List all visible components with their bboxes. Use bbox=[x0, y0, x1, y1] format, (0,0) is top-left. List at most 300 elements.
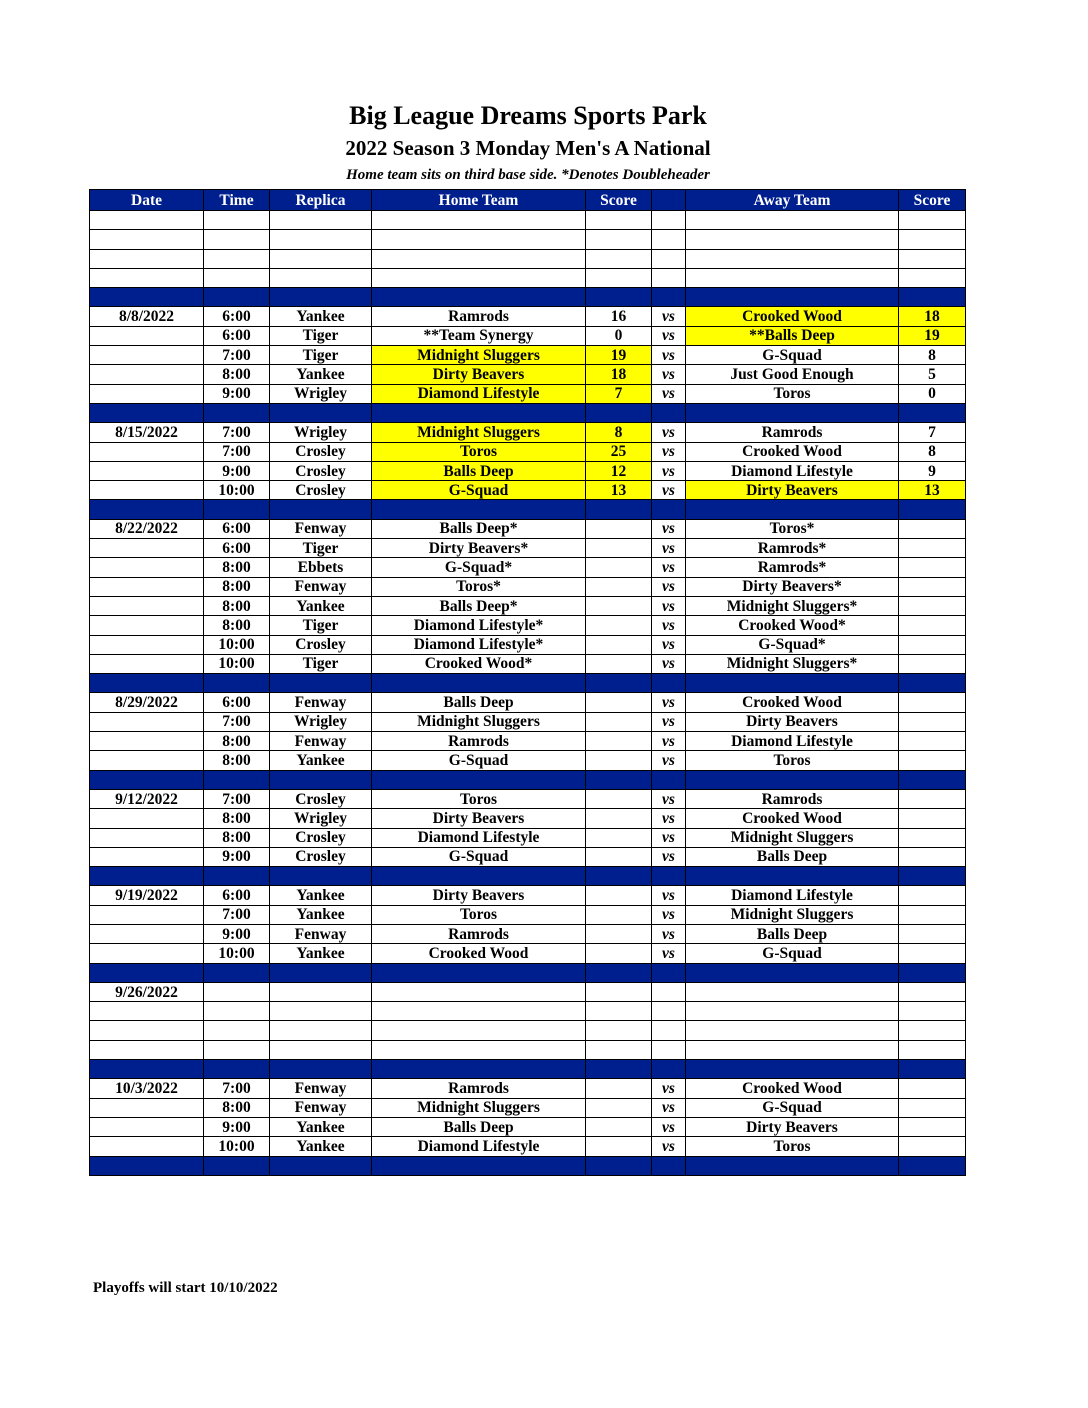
cell-replica: Tiger bbox=[270, 616, 372, 635]
empty-cell bbox=[204, 268, 270, 287]
empty-cell bbox=[899, 867, 966, 886]
cell-home-score bbox=[586, 732, 652, 751]
empty-cell bbox=[586, 268, 652, 287]
cell-replica: Wrigley bbox=[270, 423, 372, 442]
cell-replica: Yankee bbox=[270, 944, 372, 963]
game-row bbox=[90, 423, 966, 442]
cell-vs: vs bbox=[652, 809, 686, 828]
cell-away-team: Toros* bbox=[686, 519, 899, 538]
empty-cell bbox=[270, 230, 372, 249]
cell-away-score: 9 bbox=[899, 461, 966, 480]
cell-time: 10:00 bbox=[204, 944, 270, 963]
cell-time: 7:00 bbox=[204, 423, 270, 442]
empty-cell bbox=[204, 867, 270, 886]
cell-vs: vs bbox=[652, 847, 686, 866]
cell-vs: vs bbox=[652, 751, 686, 770]
empty-cell bbox=[270, 403, 372, 422]
cell-replica: Ebbets bbox=[270, 558, 372, 577]
empty-cell bbox=[652, 288, 686, 307]
game-row bbox=[90, 519, 966, 538]
cell-date bbox=[90, 809, 204, 828]
cell-date bbox=[90, 1117, 204, 1136]
cell-home-team: Diamond Lifestyle* bbox=[372, 635, 586, 654]
cell-home-team: Crooked Wood bbox=[372, 944, 586, 963]
empty-cell bbox=[270, 249, 372, 268]
cell-date bbox=[90, 732, 204, 751]
schedule-body bbox=[90, 211, 966, 1176]
cell-date bbox=[90, 944, 204, 963]
cell-time: 10:00 bbox=[204, 654, 270, 673]
cell-home-team: G-Squad bbox=[372, 847, 586, 866]
cell-time: 8:00 bbox=[204, 1098, 270, 1117]
cell-away-team: G-Squad* bbox=[686, 635, 899, 654]
empty-cell bbox=[899, 674, 966, 693]
cell-vs: vs bbox=[652, 1098, 686, 1117]
empty-cell bbox=[586, 674, 652, 693]
cell-away-team: Crooked Wood bbox=[686, 809, 899, 828]
cell-replica: Crosley bbox=[270, 461, 372, 480]
game-row bbox=[90, 712, 966, 731]
col-header-home-team: Home Team bbox=[372, 190, 586, 211]
empty-cell bbox=[372, 867, 586, 886]
cell-vs: vs bbox=[652, 577, 686, 596]
cell-time: 9:00 bbox=[204, 847, 270, 866]
cell-vs: vs bbox=[652, 1137, 686, 1156]
cell-away-score bbox=[899, 1098, 966, 1117]
game-row bbox=[90, 326, 966, 345]
game-row bbox=[90, 539, 966, 558]
empty-cell bbox=[899, 268, 966, 287]
empty-cell bbox=[270, 211, 372, 230]
empty-cell bbox=[372, 268, 586, 287]
empty-cell bbox=[372, 1002, 586, 1021]
cell-home-team: Toros* bbox=[372, 577, 586, 596]
cell-away-score bbox=[899, 944, 966, 963]
cell-date bbox=[90, 558, 204, 577]
blank-row bbox=[90, 268, 966, 287]
cell-away-team: Ramrods bbox=[686, 789, 899, 808]
empty-cell bbox=[372, 211, 586, 230]
cell-time: 8:00 bbox=[204, 596, 270, 615]
cell-away-score bbox=[899, 924, 966, 943]
empty-cell bbox=[372, 674, 586, 693]
empty-cell bbox=[90, 403, 204, 422]
cell-vs: vs bbox=[652, 346, 686, 365]
cell-away-team: Balls Deep bbox=[686, 924, 899, 943]
cell-away-team: Dirty Beavers bbox=[686, 1117, 899, 1136]
cell-date bbox=[90, 346, 204, 365]
empty-cell bbox=[90, 1040, 204, 1059]
empty-cell bbox=[899, 249, 966, 268]
cell-date bbox=[90, 481, 204, 500]
empty-cell bbox=[652, 211, 686, 230]
cell-away-score bbox=[899, 519, 966, 538]
cell-vs: vs bbox=[652, 519, 686, 538]
cell-home-team: Toros bbox=[372, 442, 586, 461]
cell-time: 8:00 bbox=[204, 732, 270, 751]
empty-cell bbox=[204, 1060, 270, 1079]
cell-replica: Yankee bbox=[270, 365, 372, 384]
empty-cell bbox=[586, 249, 652, 268]
cell-home-score: 16 bbox=[586, 307, 652, 326]
empty-cell bbox=[90, 288, 204, 307]
col-header-away-team: Away Team bbox=[686, 190, 899, 211]
empty-cell bbox=[586, 1060, 652, 1079]
cell-replica: Fenway bbox=[270, 732, 372, 751]
empty-cell bbox=[270, 288, 372, 307]
empty-cell bbox=[90, 1060, 204, 1079]
separator-row bbox=[90, 770, 966, 789]
cell-home-team: Balls Deep* bbox=[372, 596, 586, 615]
blank-row bbox=[90, 230, 966, 249]
game-row bbox=[90, 982, 966, 1001]
empty-cell bbox=[372, 1060, 586, 1079]
cell-vs: vs bbox=[652, 558, 686, 577]
col-header-vs bbox=[652, 190, 686, 211]
cell-away-team: Dirty Beavers* bbox=[686, 577, 899, 596]
cell-away-team: Dirty Beavers bbox=[686, 712, 899, 731]
empty-cell bbox=[90, 211, 204, 230]
cell-away-score bbox=[899, 654, 966, 673]
empty-cell bbox=[586, 770, 652, 789]
cell-away-team: Crooked Wood bbox=[686, 307, 899, 326]
cell-home-score bbox=[586, 654, 652, 673]
empty-cell bbox=[90, 770, 204, 789]
cell-home-score bbox=[586, 1137, 652, 1156]
empty-cell bbox=[90, 230, 204, 249]
cell-time: 6:00 bbox=[204, 886, 270, 905]
cell-away-team: Diamond Lifestyle bbox=[686, 461, 899, 480]
cell-replica: Yankee bbox=[270, 596, 372, 615]
cell-replica: Yankee bbox=[270, 1117, 372, 1136]
empty-cell bbox=[372, 249, 586, 268]
game-row bbox=[90, 905, 966, 924]
cell-away-score bbox=[899, 982, 966, 1001]
cell-away-team: Crooked Wood bbox=[686, 1079, 899, 1098]
empty-cell bbox=[270, 770, 372, 789]
cell-replica: Tiger bbox=[270, 654, 372, 673]
cell-home-team: Toros bbox=[372, 789, 586, 808]
cell-vs: vs bbox=[652, 1079, 686, 1098]
cell-away-score bbox=[899, 1117, 966, 1136]
cell-home-score bbox=[586, 905, 652, 924]
empty-cell bbox=[204, 500, 270, 519]
cell-date bbox=[90, 712, 204, 731]
cell-away-team: Toros bbox=[686, 384, 899, 403]
cell-home-team: Balls Deep bbox=[372, 1117, 586, 1136]
empty-cell bbox=[686, 1040, 899, 1059]
empty-cell bbox=[652, 500, 686, 519]
empty-cell bbox=[372, 1040, 586, 1059]
cell-home-score bbox=[586, 616, 652, 635]
empty-cell bbox=[686, 770, 899, 789]
cell-away-score bbox=[899, 712, 966, 731]
game-row bbox=[90, 481, 966, 500]
empty-cell bbox=[90, 249, 204, 268]
cell-home-score: 25 bbox=[586, 442, 652, 461]
cell-home-team: G-Squad* bbox=[372, 558, 586, 577]
cell-away-score bbox=[899, 577, 966, 596]
empty-cell bbox=[899, 403, 966, 422]
game-row bbox=[90, 596, 966, 615]
empty-cell bbox=[899, 230, 966, 249]
cell-time: 10:00 bbox=[204, 481, 270, 500]
cell-away-team: Diamond Lifestyle bbox=[686, 732, 899, 751]
game-row bbox=[90, 1137, 966, 1156]
cell-date bbox=[90, 1137, 204, 1156]
cell-home-team: **Team Synergy bbox=[372, 326, 586, 345]
cell-away-team: Midnight Sluggers* bbox=[686, 596, 899, 615]
empty-cell bbox=[372, 1156, 586, 1175]
empty-cell bbox=[372, 1021, 586, 1040]
game-row bbox=[90, 365, 966, 384]
cell-replica: Crosley bbox=[270, 828, 372, 847]
empty-cell bbox=[686, 674, 899, 693]
cell-time: 6:00 bbox=[204, 539, 270, 558]
empty-cell bbox=[372, 770, 586, 789]
cell-replica: Tiger bbox=[270, 346, 372, 365]
separator-row bbox=[90, 1060, 966, 1079]
cell-home-score bbox=[586, 751, 652, 770]
empty-cell bbox=[204, 249, 270, 268]
game-row bbox=[90, 346, 966, 365]
cell-home-team: Ramrods bbox=[372, 1079, 586, 1098]
cell-vs: vs bbox=[652, 693, 686, 712]
cell-away-team bbox=[686, 982, 899, 1001]
col-header-replica: Replica bbox=[270, 190, 372, 211]
empty-cell bbox=[686, 500, 899, 519]
game-row bbox=[90, 732, 966, 751]
empty-cell bbox=[90, 1156, 204, 1175]
cell-replica bbox=[270, 982, 372, 1001]
cell-away-team: **Balls Deep bbox=[686, 326, 899, 345]
empty-cell bbox=[652, 963, 686, 982]
cell-away-score: 0 bbox=[899, 384, 966, 403]
cell-away-score bbox=[899, 539, 966, 558]
cell-time: 7:00 bbox=[204, 442, 270, 461]
cell-replica: Fenway bbox=[270, 693, 372, 712]
cell-date bbox=[90, 596, 204, 615]
cell-date: 8/8/2022 bbox=[90, 307, 204, 326]
empty-cell bbox=[586, 230, 652, 249]
cell-home-team: Balls Deep* bbox=[372, 519, 586, 538]
empty-cell bbox=[686, 867, 899, 886]
empty-cell bbox=[586, 1002, 652, 1021]
empty-cell bbox=[686, 230, 899, 249]
cell-home-score bbox=[586, 1098, 652, 1117]
cell-home-score: 0 bbox=[586, 326, 652, 345]
cell-home-score: 7 bbox=[586, 384, 652, 403]
cell-away-team: G-Squad bbox=[686, 1098, 899, 1117]
game-row bbox=[90, 654, 966, 673]
empty-cell bbox=[90, 674, 204, 693]
empty-cell bbox=[652, 1002, 686, 1021]
empty-cell bbox=[686, 963, 899, 982]
playoffs-note: Playoffs will start 10/10/2022 bbox=[93, 1280, 278, 1296]
game-row bbox=[90, 635, 966, 654]
cell-date bbox=[90, 461, 204, 480]
cell-vs: vs bbox=[652, 905, 686, 924]
blank-row bbox=[90, 1040, 966, 1059]
game-row bbox=[90, 789, 966, 808]
cell-time: 8:00 bbox=[204, 751, 270, 770]
empty-cell bbox=[90, 1021, 204, 1040]
page-title: Big League Dreams Sports Park bbox=[349, 101, 707, 130]
cell-replica: Crosley bbox=[270, 635, 372, 654]
empty-cell bbox=[372, 500, 586, 519]
cell-away-team: Crooked Wood bbox=[686, 442, 899, 461]
empty-cell bbox=[899, 1040, 966, 1059]
cell-vs: vs bbox=[652, 924, 686, 943]
empty-cell bbox=[899, 770, 966, 789]
cell-away-team: Crooked Wood bbox=[686, 693, 899, 712]
cell-home-team: Diamond Lifestyle* bbox=[372, 616, 586, 635]
cell-away-team: Toros bbox=[686, 1137, 899, 1156]
empty-cell bbox=[90, 1002, 204, 1021]
cell-home-team: Ramrods bbox=[372, 732, 586, 751]
cell-vs: vs bbox=[652, 789, 686, 808]
separator-row bbox=[90, 500, 966, 519]
cell-home-score bbox=[586, 1117, 652, 1136]
empty-cell bbox=[899, 500, 966, 519]
cell-date bbox=[90, 828, 204, 847]
cell-replica: Crosley bbox=[270, 442, 372, 461]
empty-cell bbox=[899, 963, 966, 982]
cell-date bbox=[90, 905, 204, 924]
schedule-table bbox=[89, 189, 966, 1176]
empty-cell bbox=[586, 211, 652, 230]
cell-home-team: Diamond Lifestyle bbox=[372, 1137, 586, 1156]
cell-time: 9:00 bbox=[204, 461, 270, 480]
cell-home-score: 18 bbox=[586, 365, 652, 384]
empty-cell bbox=[90, 867, 204, 886]
cell-away-team: Midnight Sluggers bbox=[686, 905, 899, 924]
cell-home-team: Dirty Beavers bbox=[372, 886, 586, 905]
game-row bbox=[90, 1079, 966, 1098]
col-header-time: Time bbox=[204, 190, 270, 211]
blank-row bbox=[90, 1002, 966, 1021]
empty-cell bbox=[652, 1040, 686, 1059]
cell-away-score bbox=[899, 809, 966, 828]
cell-time: 8:00 bbox=[204, 828, 270, 847]
empty-cell bbox=[586, 1156, 652, 1175]
cell-home-score: 8 bbox=[586, 423, 652, 442]
cell-home-team: Midnight Sluggers bbox=[372, 423, 586, 442]
cell-date: 9/26/2022 bbox=[90, 982, 204, 1001]
empty-cell bbox=[652, 867, 686, 886]
cell-away-team: Diamond Lifestyle bbox=[686, 886, 899, 905]
cell-home-score bbox=[586, 1079, 652, 1098]
cell-time: 10:00 bbox=[204, 1137, 270, 1156]
cell-time: 8:00 bbox=[204, 558, 270, 577]
cell-away-score: 5 bbox=[899, 365, 966, 384]
cell-home-score bbox=[586, 558, 652, 577]
game-row bbox=[90, 616, 966, 635]
cell-time: 8:00 bbox=[204, 365, 270, 384]
cell-date bbox=[90, 326, 204, 345]
col-header-date: Date bbox=[90, 190, 204, 211]
game-row bbox=[90, 461, 966, 480]
game-row bbox=[90, 1117, 966, 1136]
empty-cell bbox=[899, 1156, 966, 1175]
cell-time bbox=[204, 982, 270, 1001]
cell-replica: Tiger bbox=[270, 539, 372, 558]
empty-cell bbox=[270, 1002, 372, 1021]
game-row bbox=[90, 847, 966, 866]
cell-away-team: Dirty Beavers bbox=[686, 481, 899, 500]
cell-time: 6:00 bbox=[204, 307, 270, 326]
cell-home-score bbox=[586, 847, 652, 866]
cell-vs: vs bbox=[652, 365, 686, 384]
cell-vs: vs bbox=[652, 596, 686, 615]
cell-away-score: 8 bbox=[899, 346, 966, 365]
cell-replica: Wrigley bbox=[270, 809, 372, 828]
empty-cell bbox=[204, 770, 270, 789]
cell-replica: Fenway bbox=[270, 924, 372, 943]
empty-cell bbox=[652, 230, 686, 249]
cell-date bbox=[90, 616, 204, 635]
cell-home-team: G-Squad bbox=[372, 751, 586, 770]
cell-home-team: Dirty Beavers* bbox=[372, 539, 586, 558]
cell-time: 7:00 bbox=[204, 905, 270, 924]
cell-time: 10:00 bbox=[204, 635, 270, 654]
cell-away-team: Toros bbox=[686, 751, 899, 770]
cell-home-score bbox=[586, 693, 652, 712]
cell-home-score bbox=[586, 828, 652, 847]
cell-date: 9/12/2022 bbox=[90, 789, 204, 808]
cell-home-score bbox=[586, 577, 652, 596]
cell-away-team: Midnight Sluggers bbox=[686, 828, 899, 847]
game-row bbox=[90, 693, 966, 712]
blank-row bbox=[90, 249, 966, 268]
empty-cell bbox=[90, 963, 204, 982]
empty-cell bbox=[372, 403, 586, 422]
cell-home-team: Midnight Sluggers bbox=[372, 346, 586, 365]
cell-replica: Crosley bbox=[270, 481, 372, 500]
empty-cell bbox=[686, 268, 899, 287]
empty-cell bbox=[204, 230, 270, 249]
cell-away-score bbox=[899, 693, 966, 712]
cell-vs bbox=[652, 982, 686, 1001]
empty-cell bbox=[204, 674, 270, 693]
cell-vs: vs bbox=[652, 326, 686, 345]
cell-away-score bbox=[899, 1079, 966, 1098]
cell-away-team: G-Squad bbox=[686, 944, 899, 963]
empty-cell bbox=[586, 1021, 652, 1040]
cell-date: 8/29/2022 bbox=[90, 693, 204, 712]
empty-cell bbox=[270, 500, 372, 519]
cell-time: 6:00 bbox=[204, 326, 270, 345]
cell-replica: Fenway bbox=[270, 1098, 372, 1117]
cell-home-score bbox=[586, 924, 652, 943]
empty-cell bbox=[899, 288, 966, 307]
cell-home-score bbox=[586, 944, 652, 963]
game-row bbox=[90, 307, 966, 326]
empty-cell bbox=[270, 1040, 372, 1059]
empty-cell bbox=[90, 268, 204, 287]
cell-home-score bbox=[586, 886, 652, 905]
empty-cell bbox=[686, 249, 899, 268]
cell-home-team: Ramrods bbox=[372, 924, 586, 943]
empty-cell bbox=[686, 403, 899, 422]
cell-time: 6:00 bbox=[204, 693, 270, 712]
cell-away-score bbox=[899, 616, 966, 635]
cell-home-score bbox=[586, 789, 652, 808]
cell-away-team: Ramrods* bbox=[686, 539, 899, 558]
cell-date: 8/15/2022 bbox=[90, 423, 204, 442]
game-row bbox=[90, 924, 966, 943]
cell-vs: vs bbox=[652, 828, 686, 847]
